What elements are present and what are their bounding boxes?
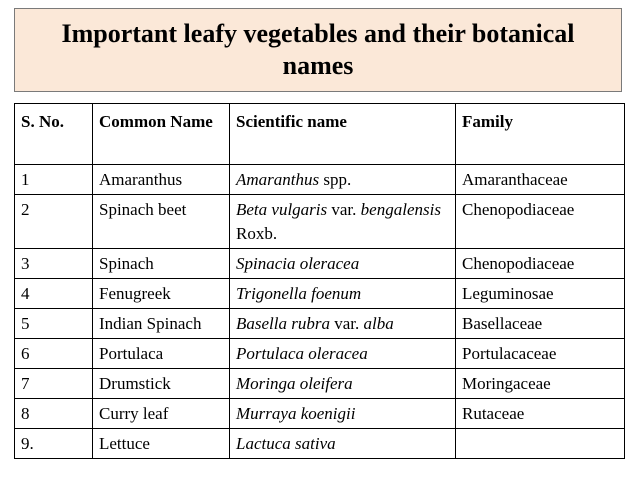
slide-title: Important leafy vegetables and their botanical names [61, 19, 575, 80]
cell-family [456, 279, 625, 309]
sno-text: 4 [21, 284, 30, 303]
scientific-name-italic: Moringa oleifera [236, 374, 353, 393]
scientific-name-italic: Lactuca sativa [236, 434, 336, 453]
table-row [15, 369, 625, 399]
cell-sno [15, 165, 93, 195]
table-header-row [15, 104, 625, 165]
sno-text: 2 [21, 200, 30, 219]
sno-text: 1 [21, 170, 30, 189]
title-box [14, 8, 622, 92]
table-row [15, 249, 625, 279]
cell-scientific-name [230, 249, 456, 279]
table-row [15, 309, 625, 339]
common-name-text: Drumstick [99, 374, 171, 393]
cell-family [456, 195, 625, 249]
table-row [15, 429, 625, 459]
sno-text: 8 [21, 404, 30, 423]
sno-text: 6 [21, 344, 30, 363]
scientific-name-italic: Amaranthus [236, 170, 320, 189]
cell-scientific-name [230, 369, 456, 399]
scientific-name-rest-2: Roxb. [236, 200, 446, 243]
common-name-text: Portulaca [99, 344, 164, 363]
cell-scientific-name [230, 429, 456, 459]
scientific-name-italic: Basella rubra [236, 314, 330, 333]
cell-scientific-name [230, 165, 456, 195]
cell-family [456, 309, 625, 339]
table-row [15, 339, 625, 369]
cell-scientific-name [230, 279, 456, 309]
header-scientific-name: Scientific name [230, 104, 456, 165]
header-family: Family [456, 104, 625, 165]
scientific-name-italic: Murraya koenigii [236, 404, 356, 423]
sno-text: 7 [21, 374, 30, 393]
scientific-name-rest: var. [329, 314, 364, 333]
scientific-name-italic: Spinacia oleracea [236, 254, 360, 273]
cell-sno [15, 369, 93, 399]
common-name-text: Amaranthus [99, 170, 183, 189]
table-row [15, 165, 625, 195]
cell-common-name [93, 369, 230, 399]
table-body [15, 165, 625, 459]
scientific-name-rest: var. [327, 200, 361, 219]
cell-scientific-name [230, 339, 456, 369]
cell-common-name [93, 309, 230, 339]
cell-scientific-name [230, 399, 456, 429]
table-row [15, 399, 625, 429]
family-text: Chenopodiaceae [462, 254, 575, 273]
cell-sno [15, 195, 93, 249]
common-name-text: Lettuce [99, 434, 150, 453]
cell-sno [15, 339, 93, 369]
sno-text: 5 [21, 314, 30, 333]
family-text: Basellaceae [462, 314, 543, 333]
cell-family [456, 165, 625, 195]
family-text: Amaranthaceae [462, 170, 568, 189]
cell-family [456, 339, 625, 369]
cell-common-name [93, 249, 230, 279]
cell-sno [15, 279, 93, 309]
family-text: Portulacaceae [462, 344, 557, 363]
scientific-name-italic-2: alba [363, 314, 394, 333]
cell-sno [15, 249, 93, 279]
scientific-name-italic: Trigonella foenum [236, 284, 362, 303]
cell-common-name [93, 165, 230, 195]
common-name-text: Fenugreek [99, 284, 171, 303]
common-name-text: Spinach [99, 254, 154, 273]
cell-family [456, 429, 625, 459]
family-text: Moringaceae [462, 374, 551, 393]
cell-family [456, 249, 625, 279]
table-row [15, 279, 625, 309]
cell-scientific-name [230, 309, 456, 339]
header-common-name: Common Name [93, 104, 230, 165]
scientific-name-italic: Portulaca oleracea [236, 344, 368, 363]
family-text: Chenopodiaceae [462, 200, 575, 219]
cell-family [456, 399, 625, 429]
cell-common-name [93, 429, 230, 459]
vegetables-table [14, 103, 625, 459]
cell-sno [15, 399, 93, 429]
cell-family [456, 369, 625, 399]
scientific-name-italic: Beta vulgaris [236, 200, 328, 219]
header-sno: S. No. [15, 104, 93, 165]
cell-sno [15, 309, 93, 339]
common-name-text: Indian Spinach [99, 314, 202, 333]
sno-text: 3 [21, 254, 30, 273]
cell-common-name [93, 339, 230, 369]
sno-text: 9. [21, 434, 34, 453]
cell-sno [15, 429, 93, 459]
scientific-name-rest: spp. [319, 170, 352, 189]
cell-common-name [93, 279, 230, 309]
cell-common-name [93, 195, 230, 249]
scientific-name-italic-2: bengalensis [360, 200, 441, 219]
family-text: Leguminosae [462, 284, 554, 303]
family-text: Rutaceae [462, 404, 525, 423]
common-name-text: Spinach beet [99, 200, 187, 219]
common-name-text: Curry leaf [99, 404, 169, 423]
table-row [15, 195, 625, 249]
cell-common-name [93, 399, 230, 429]
cell-scientific-name [230, 195, 456, 249]
